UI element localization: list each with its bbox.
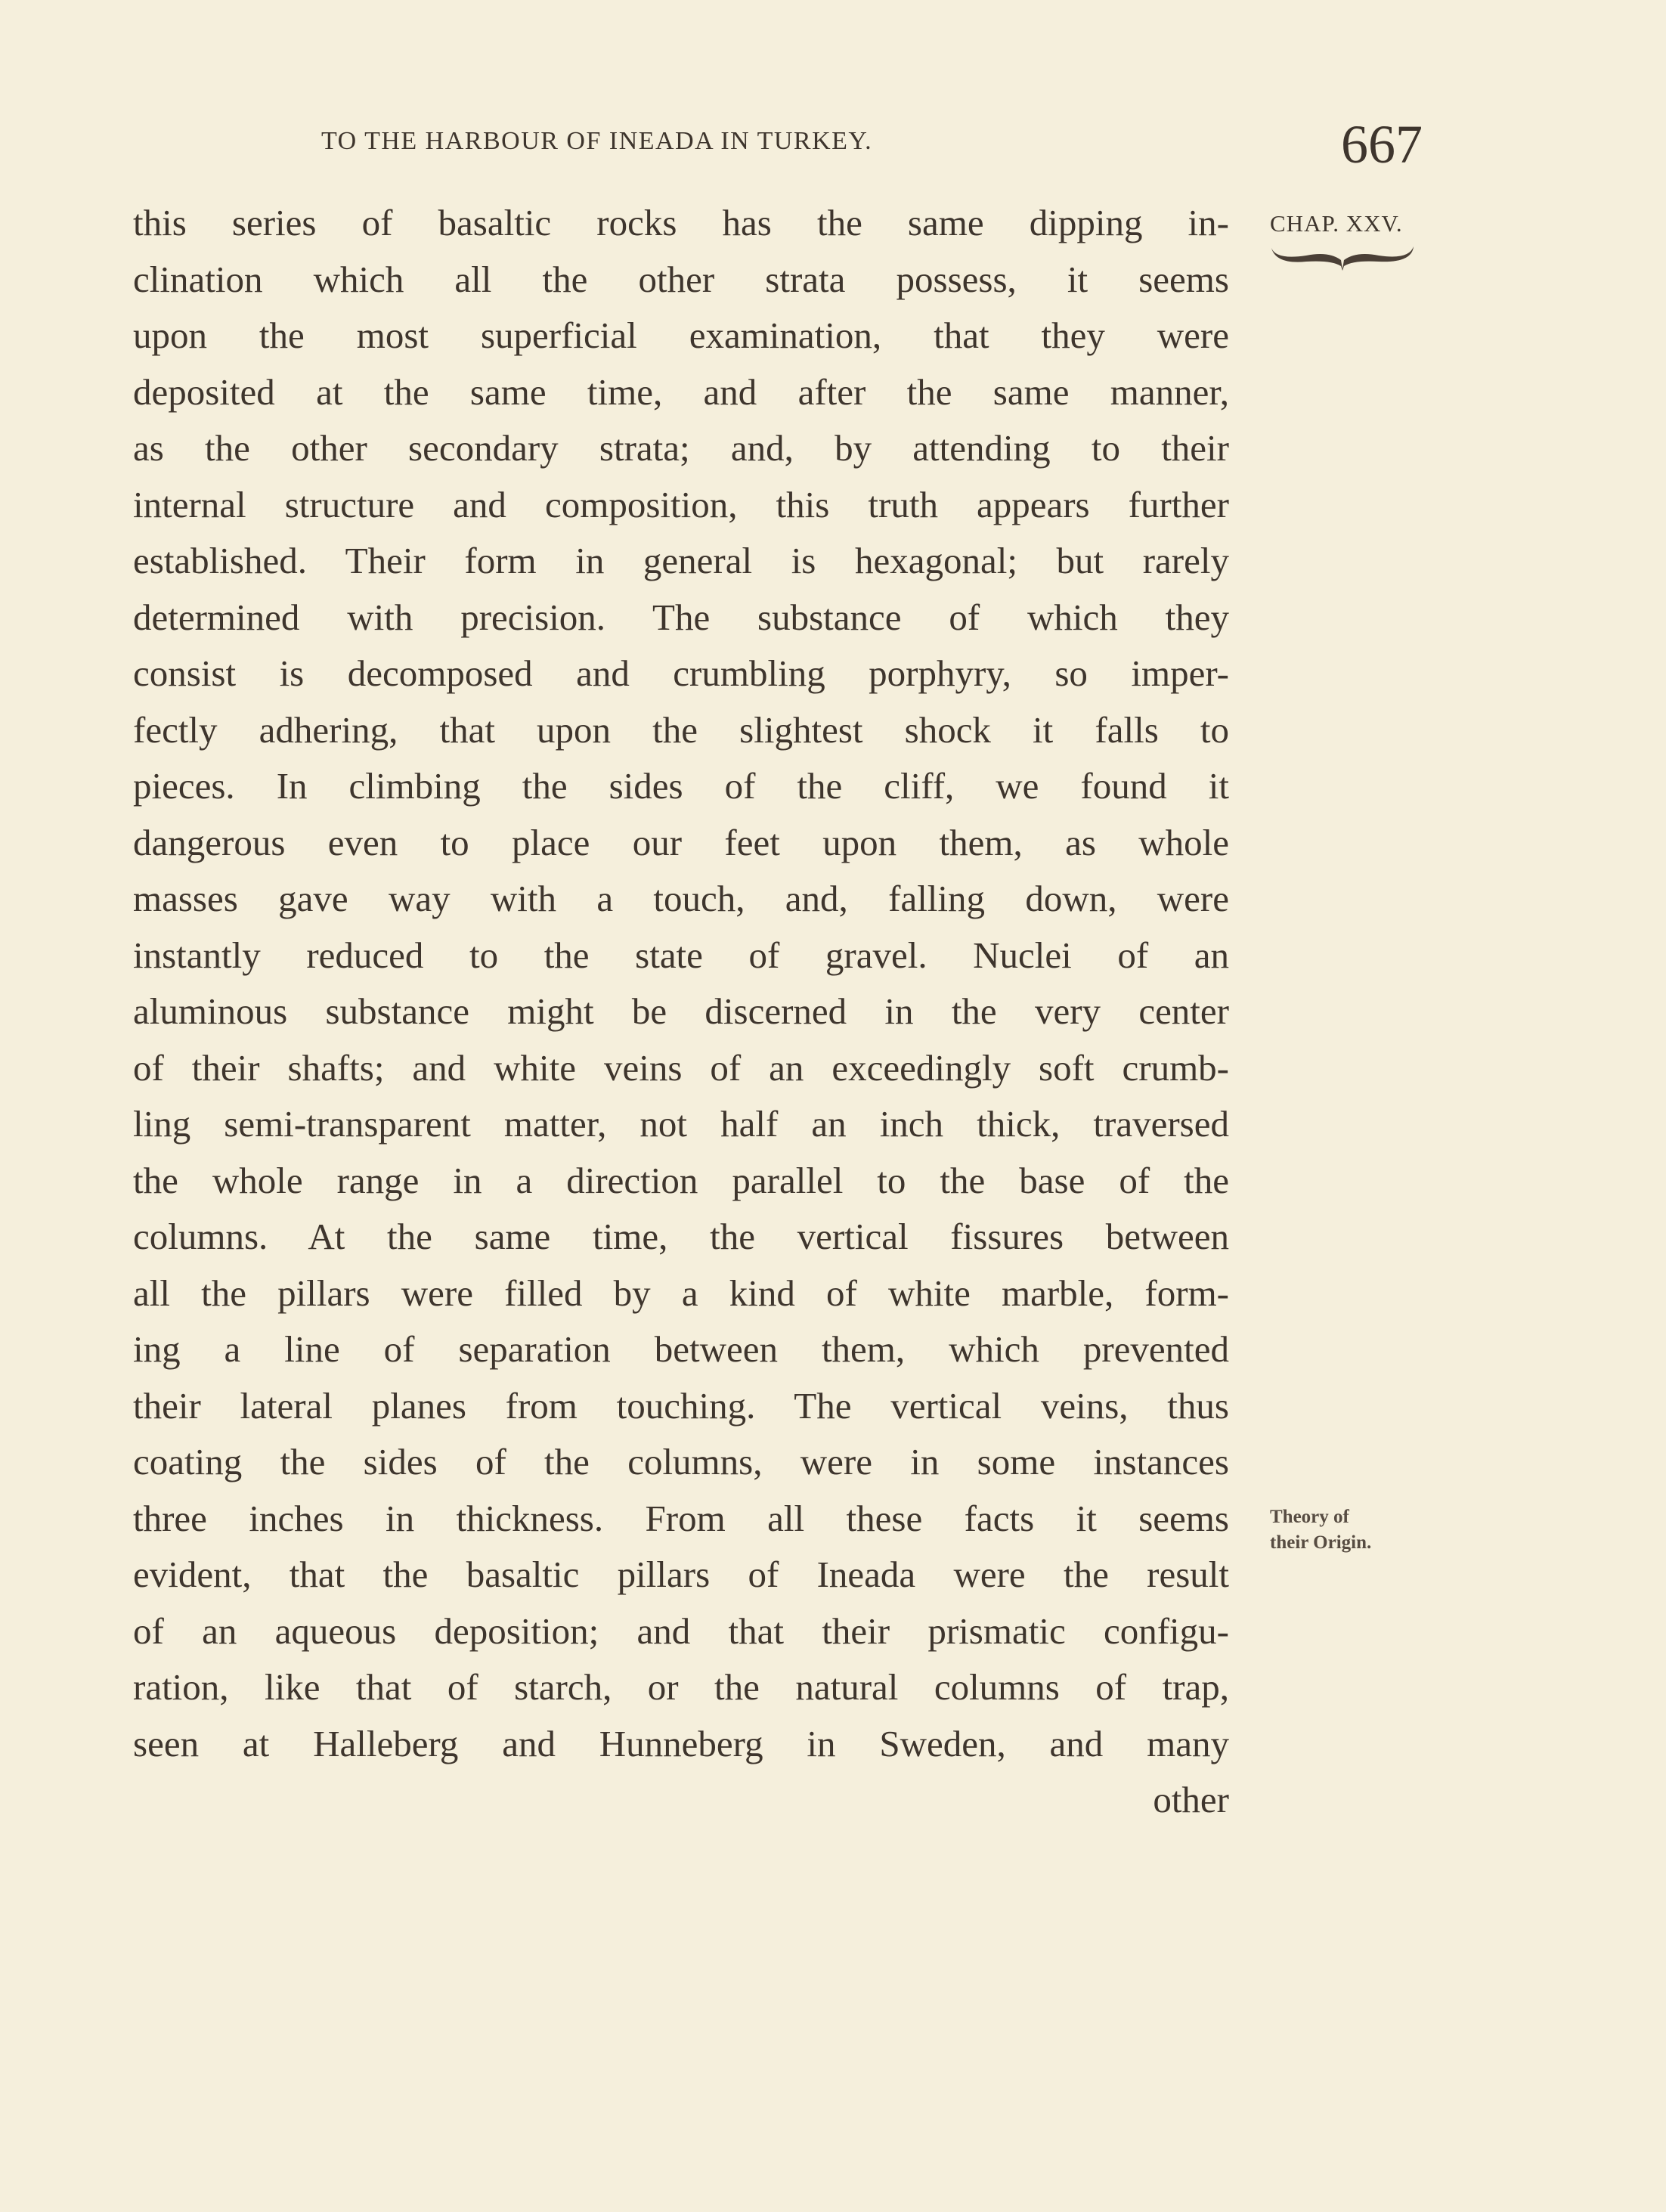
text-line: ration, like that of starch, or the natural columns of trap, <box>133 1666 1229 1708</box>
running-head: TO THE HARBOUR OF INEADA IN TURKEY. <box>321 127 873 155</box>
text-line: masses gave way with a touch, and, falling down, were <box>133 878 1229 919</box>
text-line: as the other secondary strata; and, by attending to their <box>133 427 1229 469</box>
text-line: seen at Halleberg and Hunneberg in Sweden, and many <box>133 1722 1229 1764</box>
text-line: of their shafts; and white veins of an exceedingly soft crumb- <box>133 1046 1229 1089</box>
text-line: the whole range in a direction parallel to the base of the <box>133 1159 1229 1201</box>
text-line: instantly reduced to the state of gravel. Nuclei of an <box>133 934 1229 976</box>
text-line: columns. At the same time, the vertical fissures between <box>133 1216 1229 1257</box>
text-line: clination which all the other strata possess, it seems <box>133 258 1229 300</box>
text-line: determined with precision. The substance of which they <box>133 596 1229 638</box>
side-note <box>1270 1504 1371 1556</box>
text-line: all the pillars were filled by a kind of white marble, form- <box>133 1272 1229 1314</box>
text-line: their lateral planes from touching. The vertical veins, thus <box>133 1384 1229 1427</box>
chapter-marker: CHAP. XXV. <box>1270 210 1403 237</box>
text-line: aluminous substance might be discerned in the very center <box>133 990 1229 1032</box>
text-line: established. Their form in general is hexagonal; but rarely <box>133 540 1229 581</box>
text-line: of an aqueous deposition; and that their prismatic configu- <box>133 1609 1229 1652</box>
text-line: fectly adhering, that upon the slightest shock it falls to <box>133 708 1229 751</box>
side-note-line: Theory of <box>1270 1507 1349 1527</box>
text-line: other <box>1153 1779 1229 1820</box>
text-line: deposited at the same time, and after the same manner, <box>133 370 1229 413</box>
brace-ornament-icon <box>1268 243 1417 274</box>
side-note-line: their Origin. <box>1270 1532 1372 1553</box>
text-line: ing a line of separation between them, which prevented <box>133 1328 1229 1370</box>
text-line: consist is decomposed and crumbling porphyry, so imper- <box>133 652 1229 694</box>
text-line: internal structure and composition, this truth appears further <box>133 483 1229 525</box>
text-line: dangerous even to place our feet upon them, as whole <box>133 821 1229 863</box>
text-line: evident, that the basaltic pillars of Ineada were the result <box>133 1554 1229 1595</box>
text-line: upon the most superficial examination, that they were <box>133 314 1229 356</box>
text-line: three inches in thickness. From all these facts it seems <box>133 1497 1229 1539</box>
text-line: pieces. In climbing the sides of the cliff, we found it <box>133 765 1229 807</box>
text-line: this series of basaltic rocks has the same dipping in- <box>133 202 1229 243</box>
page-number: 667 <box>1341 114 1423 175</box>
text-line: coating the sides of the columns, were in some instances <box>133 1441 1229 1482</box>
text-line: ling semi-transparent matter, not half an inch thick, traversed <box>133 1103 1229 1145</box>
